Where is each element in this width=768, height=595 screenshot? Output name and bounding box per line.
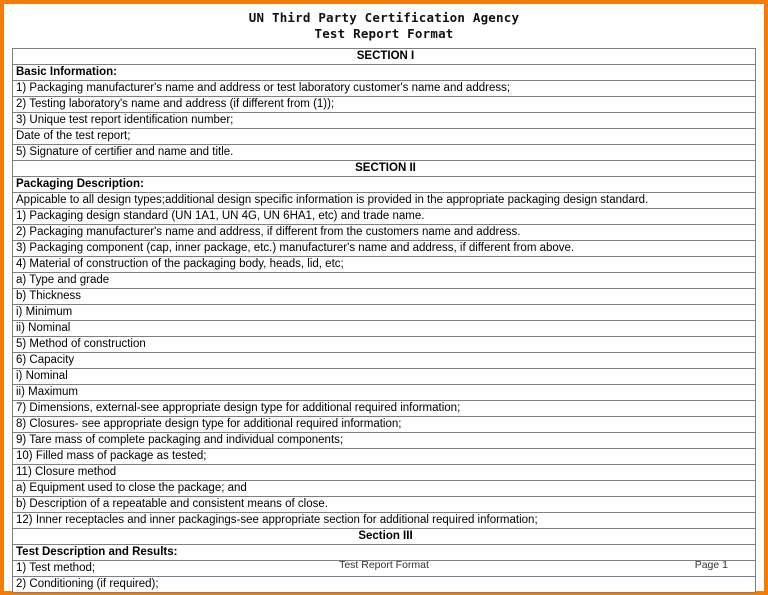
report-item-cell: 10) Filled mass of package as tested; xyxy=(13,449,756,465)
report-item-cell: 1) Packaging manufacturer's name and address or test laboratory customer's name and address; xyxy=(13,81,756,97)
table-row xyxy=(13,305,756,321)
footer-center-text: Test Report Format xyxy=(339,559,429,571)
table-row xyxy=(13,417,756,433)
table-row xyxy=(13,257,756,273)
table-row xyxy=(13,529,756,545)
table-row xyxy=(13,369,756,385)
table-row xyxy=(13,401,756,417)
table-row xyxy=(13,129,756,145)
report-item-cell: 2) Conditioning (if required); xyxy=(13,577,756,593)
table-row xyxy=(13,65,756,81)
report-item-cell: a) Equipment used to close the package; and xyxy=(13,481,756,497)
report-item-cell: 3) Packaging component (cap, inner package, etc.) manufacturer's name and address, if different from above. xyxy=(13,241,756,257)
table-row xyxy=(13,465,756,481)
report-item-cell: 9) Tare mass of complete packaging and individual components; xyxy=(13,433,756,449)
table-row xyxy=(13,577,756,593)
table-row xyxy=(13,161,756,177)
report-item-cell: 2) Packaging manufacturer's name and address, if different from the customers name and address. xyxy=(13,225,756,241)
table-row xyxy=(13,273,756,289)
table-row xyxy=(13,513,756,529)
table-row xyxy=(13,225,756,241)
report-item-cell: 1) Test method; xyxy=(13,561,756,577)
table-row xyxy=(13,49,756,65)
report-item-cell: b) Thickness xyxy=(13,289,756,305)
table-row xyxy=(13,321,756,337)
page-footer xyxy=(8,559,760,573)
table-row xyxy=(13,497,756,513)
report-item-cell: 4) Material of construction of the packaging body, heads, lid, etc; xyxy=(13,257,756,273)
footer-page-number: Page 1 xyxy=(694,559,728,571)
report-item-cell: 3) Unique test report identification number; xyxy=(13,113,756,129)
document-title-line-1: UN Third Party Certification Agency xyxy=(248,10,520,25)
table-row xyxy=(13,337,756,353)
section-header-row: SECTION II xyxy=(13,161,756,177)
table-row xyxy=(13,113,756,129)
table-row xyxy=(13,449,756,465)
section-subheader-row: Basic Information: xyxy=(13,65,756,81)
table-row xyxy=(13,97,756,113)
section-header-row: Section III xyxy=(13,529,756,545)
report-item-cell: 7) Dimensions, external-see appropriate design type for additional required information; xyxy=(13,401,756,417)
report-item-cell: 8) Closures- see appropriate design type for additional required information; xyxy=(13,417,756,433)
report-item-cell: 12) Inner receptacles and inner packagings-see appropriate section for additional required information; xyxy=(13,513,756,529)
table-row xyxy=(13,241,756,257)
report-item-cell: Appicable to all design types;additional design specific information is provided in the appropriate packaging design standard. xyxy=(13,193,756,209)
report-item-cell: 5) Signature of certifier and name and title. xyxy=(13,145,756,161)
report-item-cell: b) Description of a repeatable and consistent means of close. xyxy=(13,497,756,513)
document-title xyxy=(4,4,764,42)
section-subheader-row: Packaging Description: xyxy=(13,177,756,193)
table-row xyxy=(13,385,756,401)
report-item-cell: 2) Testing laboratory's name and address (if different from (1)); xyxy=(13,97,756,113)
section-subheader-row: Test Description and Results: xyxy=(13,545,756,561)
report-item-cell: 1) Packaging design standard (UN 1A1, UN 4G, UN 6HA1, etc) and trade name. xyxy=(13,209,756,225)
table-row xyxy=(13,209,756,225)
table-row xyxy=(13,81,756,97)
report-item-cell: i) Minimum xyxy=(13,305,756,321)
table-row xyxy=(13,481,756,497)
report-item-cell: 5) Method of construction xyxy=(13,337,756,353)
report-item-cell: 11) Closure method xyxy=(13,465,756,481)
table-row xyxy=(13,145,756,161)
document-title-line-2: Test Report Format xyxy=(314,26,454,41)
section-header-row: SECTION I xyxy=(13,49,756,65)
report-item-cell: 6) Capacity xyxy=(13,353,756,369)
table-row xyxy=(13,353,756,369)
report-item-cell: ii) Maximum xyxy=(13,385,756,401)
report-item-cell: ii) Nominal xyxy=(13,321,756,337)
table-row xyxy=(13,289,756,305)
table-row xyxy=(13,193,756,209)
report-item-cell: a) Type and grade xyxy=(13,273,756,289)
table-row xyxy=(13,433,756,449)
test-report-table xyxy=(12,48,756,593)
table-row xyxy=(13,177,756,193)
report-item-cell: i) Nominal xyxy=(13,369,756,385)
report-item-cell: Date of the test report; xyxy=(13,129,756,145)
